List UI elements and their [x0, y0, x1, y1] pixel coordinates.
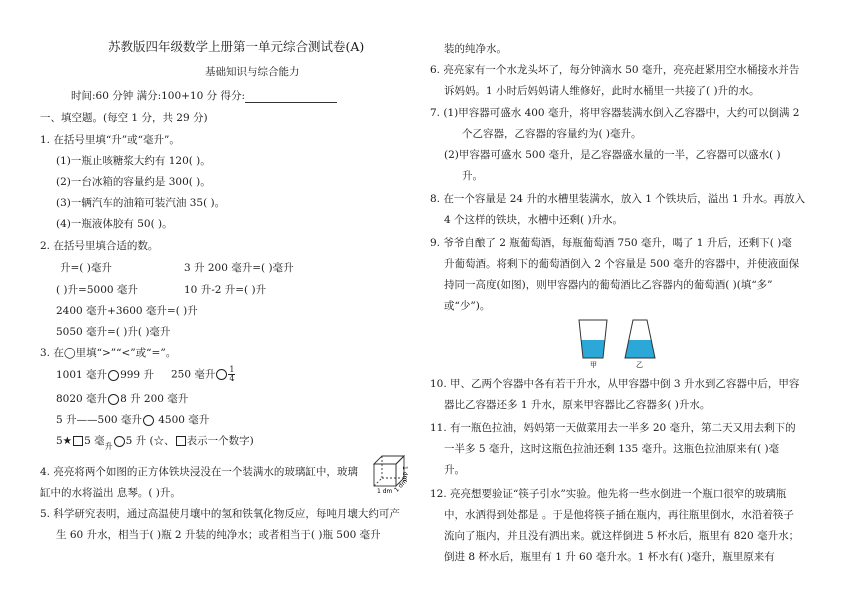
- q7-line4: 升。: [462, 170, 483, 182]
- q3-row1-b: [171, 366, 235, 383]
- q8-line2: 4 个这样的铁块，水槽中还剩( )升水。: [444, 214, 624, 226]
- q2-row2-a: ( )升=5000 毫升: [56, 284, 138, 296]
- q10-line1: 10. 甲、乙两个容器中各有若干升水，从甲容器中倒 3 升水到乙容器中后，甲容: [430, 378, 800, 390]
- label-jia: 甲: [590, 361, 597, 368]
- q2-row2-b: 10 升-2 升=( )升: [184, 284, 267, 296]
- q11-line1: 11. 有一瓶色拉油，妈妈第一天做菜用去一半多 20 毫升，第二天又用去剩下的: [430, 422, 796, 434]
- exam-info-text: 时间:60 分钟 满分:100+10 分 得分:: [71, 90, 246, 102]
- q9-line1: 9. 爷爷自酿了 2 瓶葡萄酒，每瓶葡萄酒 750 毫升，喝了 1 升后，还剩下( )毫: [430, 237, 792, 249]
- digit-square-icon: [176, 436, 186, 446]
- q3-row4-c: 5 升 (☆、: [125, 435, 175, 447]
- q3-row2-left: 8020 毫升: [56, 393, 108, 405]
- q9-line2: 升葡萄酒。将剩下的葡萄酒倒入 2 个容量是 500 毫升的容器中，并使液面保: [444, 258, 800, 270]
- q3-row3-right: 4500 毫升: [154, 414, 210, 426]
- q3-row2-right: 8 升 200 毫升: [120, 393, 189, 405]
- q2-row3: 2400 毫升+3600 毫升=( )升: [56, 305, 198, 317]
- digit-square-icon: [73, 436, 83, 446]
- q1-item-2: (2)一台冰箱的容量约是 300( )。: [56, 176, 211, 188]
- q3-row3-left: 5 升——500 毫升: [56, 414, 142, 426]
- q3-row1-b-left: 250 毫升: [171, 368, 216, 381]
- q3-row4-sub: 升: [104, 442, 113, 451]
- q12-line2: 中，水洒得到处都是 。于是他将筷子插在瓶内，再往瓶里倒水，水沿着筷子: [444, 509, 794, 521]
- containers-figure: [572, 316, 662, 368]
- q5-line2: 生 60 升水，相当于( )瓶 2 升装的纯净水；或者相当于( )瓶 500 毫升: [56, 529, 381, 541]
- exam-subtitle: 基础知识与综合能力: [205, 66, 300, 78]
- fraction-denominator: 4: [229, 374, 235, 383]
- q3-row1-a-right: 999 升: [120, 369, 154, 381]
- q12-line3: 流向了瓶内，并且没有洒出来。就这样倒进 5 杯水后，瓶里有 820 毫升水；: [444, 530, 800, 542]
- compare-circle-icon[interactable]: [108, 394, 119, 405]
- container-yi: [625, 320, 655, 358]
- cube-label-width: 1 dm: [377, 488, 393, 494]
- q8-line1: 8. 在一个容量是 24 升的水槽里装满水，放入 1 个铁块后，溢出 1 升水。再放入: [430, 193, 806, 205]
- container-jia: [579, 320, 607, 358]
- score-blank[interactable]: [245, 92, 337, 103]
- cube-label-height: 1 dm: [401, 466, 408, 482]
- compare-circle-icon[interactable]: [114, 436, 125, 447]
- q1-item-3: (3)一辆汽车的油箱可装汽油 35( )。: [56, 197, 226, 209]
- q4-line1: 4. 亮亮将两个如图的正方体铁块浸没在一个装满水的玻璃缸中，玻璃: [40, 466, 358, 478]
- q2-row1-b: 3 升 200 毫升=( )毫升: [184, 262, 294, 274]
- q3-row2: [56, 392, 188, 406]
- q6-line1: 6. 亮亮家有一个水龙头坏了，每分钟滴水 50 毫升，亮亮赶紧用空水桶接水并告: [430, 64, 800, 76]
- compare-circle-icon[interactable]: [216, 369, 227, 380]
- q3-row1-a-left: 1001 毫升: [56, 369, 108, 381]
- q9-line3: 持同一高度(如图)，则甲容器内的葡萄酒比乙容器内的葡萄酒( )(填“多”: [444, 279, 773, 291]
- cube-figure: [370, 452, 412, 494]
- q4-line2: 缸中的水将溢出 息琴。( )升。: [40, 487, 181, 499]
- q3-row4-b: 5 毫: [84, 435, 105, 447]
- q3-row1-a: [56, 368, 154, 382]
- q12-line4: 倒进 8 杯水后，瓶里有 1 升 60 毫升水。1 杯水有( )毫升，瓶里原来有: [444, 551, 775, 563]
- compare-circle-icon[interactable]: [108, 370, 119, 381]
- q3-stem: 3. 在◯里填“>”“<”或“=”。: [40, 347, 177, 359]
- q2-row4: 5050 毫升=( )升( )毫升: [56, 326, 171, 338]
- q3-row4: [56, 434, 254, 454]
- section-heading: 一、填空题。(每空 1 分，共 29 分): [40, 112, 208, 124]
- q3-row4-d: 表示一个数字): [186, 435, 254, 447]
- q1-stem: 1. 在括号里填“升”或“毫升”。: [40, 134, 180, 146]
- q1-item-4: (4)一瓶液体胶有 50( )。: [56, 218, 173, 230]
- q9-line4: 或“少”)。: [444, 300, 491, 312]
- q11-line2: 一半多 5 毫升，这时这瓶色拉油还剩 135 毫升。这瓶色拉油原来有( )毫: [444, 443, 780, 455]
- q5-line1: 5. 科学研究表明，通过高温使月壤中的氢和铁氧化物反应，每吨月壤大约可产: [40, 508, 400, 520]
- q7-line1: 7. (1)甲容器可盛水 400 毫升，将甲容器装满水倒入乙容器中，大约可以倒满 2: [430, 107, 800, 119]
- q3-row4-a: 5★: [56, 435, 73, 447]
- q12-line1: 12. 亮亮想要验证“筷子引水”实验。他先将一些水倒进一个瓶口很窄的玻璃瓶: [430, 488, 787, 500]
- q7-line3: (2)甲容器可盛水 500 毫升，是乙容器盛水量的一半，乙容器可以盛水( ): [444, 149, 781, 161]
- q1-item-1: (1)一瓶止咳糖浆大约有 120( )。: [56, 155, 211, 167]
- label-yi: 乙: [636, 361, 643, 368]
- q10-line2: 器比乙容器还多 1 升水，原来甲容器比乙容器多( )升水。: [444, 399, 711, 411]
- compare-circle-icon[interactable]: [143, 415, 154, 426]
- q11-line3: 升。: [444, 464, 465, 476]
- q7-line2: 个乙容器，乙容器的容量约为( )毫升。: [462, 128, 642, 140]
- exam-title: 苏教版四年级数学上册第一单元综合测试卷(A): [108, 39, 365, 54]
- fraction-quarter: [228, 366, 235, 383]
- q3-row3: [56, 413, 209, 427]
- cube-label-depth: 1 dm: [393, 477, 409, 494]
- fraction-numerator: 1: [229, 365, 235, 374]
- q6-line2: 诉妈妈。1 小时后妈妈请人维修好，此时水桶里一共接了( )升的水。: [444, 85, 760, 97]
- q2-stem: 2. 在括号里填合适的数。: [40, 240, 159, 252]
- exam-info: [71, 89, 337, 103]
- q2-row1-a: 升=( )毫升: [60, 262, 112, 274]
- q5-continued: 装的纯净水。: [444, 43, 507, 55]
